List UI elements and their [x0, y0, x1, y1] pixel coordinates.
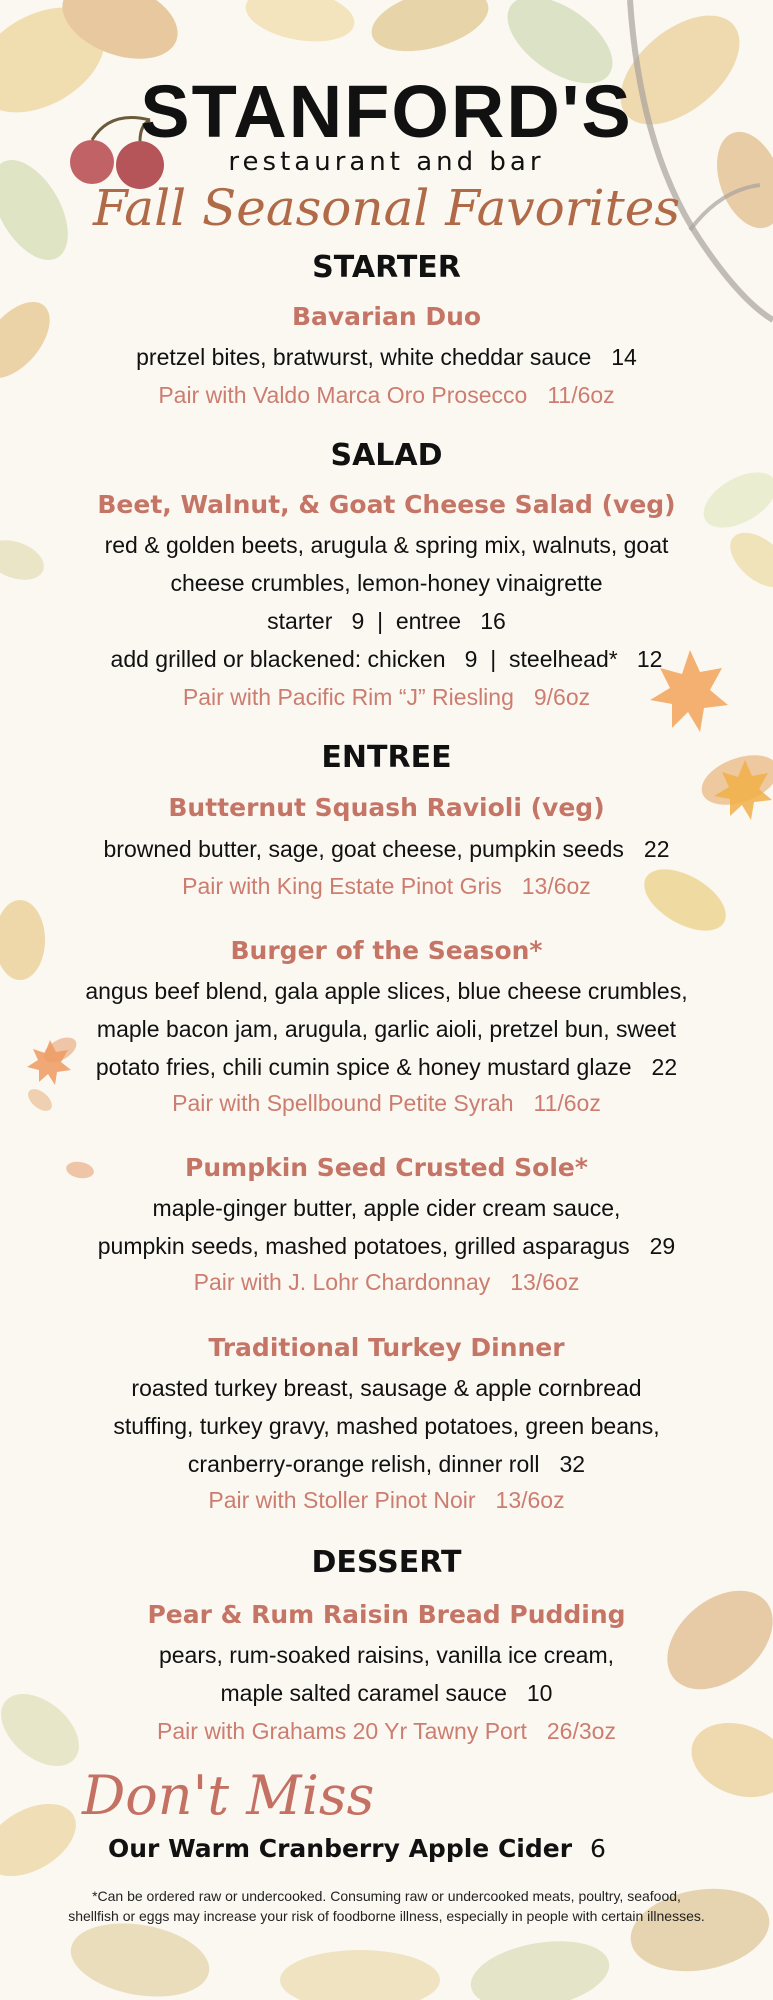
pairing-price: 9/6oz	[533, 684, 591, 710]
item-name-burger: Burger of the Season*	[230, 936, 543, 965]
item-desc-beet-salad: red & golden beets, arugula & spring mix, walnuts, goat cheese crumbles, lemon-honey vinaigrette starter 9 | entree 16 add grilled or blackened: chicken 9 | steelhead* 12	[104, 532, 669, 672]
brand-header	[0, 72, 773, 176]
item-desc-bread-pudding: pears, rum-soaked raisins, vanilla ice cream, maple salted caramel sauce 10	[158, 1642, 615, 1706]
item-name-turkey: Traditional Turkey Dinner	[208, 1333, 565, 1362]
pairing-beet-salad: Pair with Pacific Rim “J” Riesling 9/6oz	[182, 684, 591, 710]
item-price: 14	[611, 344, 637, 370]
dont-miss-title: Don't Miss	[82, 1764, 375, 1827]
section-title-dessert: DESSERT	[311, 1545, 462, 1580]
pairing-price: 13/6oz	[510, 1269, 580, 1295]
item-name-bavarian-duo: Bavarian Duo	[291, 302, 482, 331]
item-price: 32	[559, 1451, 586, 1477]
disclaimer: *Can be ordered raw or undercooked. Consuming raw or undercooked meats, poultry, seafood, shellfish or eggs may increase your risk of foodborne illness, especially in people with certain illnesses.	[68, 1888, 705, 1924]
item-desc-ravioli: browned butter, sage, goat cheese, pumpkin seeds 22	[103, 836, 670, 862]
section-title-entree: ENTREE	[321, 740, 452, 775]
pairing-bavarian-duo: Pair with Valdo Marca Oro Prosecco 11/6oz	[158, 382, 615, 408]
pairing-burger: Pair with Spellbound Petite Syrah 11/6oz	[172, 1090, 601, 1116]
brand-subtitle: restaurant and bar	[228, 147, 545, 177]
item-price: 22	[651, 1054, 678, 1080]
brand-name: STANFORD'S	[140, 70, 633, 153]
item-price: 10	[526, 1680, 553, 1706]
pairing-price: 11/6oz	[533, 1090, 601, 1116]
pairing-ravioli: Pair with King Estate Pinot Gris 13/6oz	[182, 873, 591, 899]
item-desc-sole: maple-ginger butter, apple cider cream sauce, pumpkin seeds, mashed potatoes, grilled asparagus 29	[97, 1195, 676, 1259]
item-desc-burger: angus beef blend, gala apple slices, blue cheese crumbles, maple bacon jam, arugula, garlic aioli, pretzel bun, sweet potato fries, chili cumin spice & honey mustard glaze 22	[85, 978, 688, 1080]
item-price: 22	[643, 836, 670, 862]
pairing-price: 13/6oz	[495, 1487, 565, 1513]
item-name-sole: Pumpkin Seed Crusted Sole*	[185, 1153, 588, 1182]
pairing-price: 26/3oz	[546, 1718, 616, 1744]
pairing-price: 11/6oz	[547, 382, 615, 408]
pairing-turkey: Pair with Stoller Pinot Noir 13/6oz	[208, 1487, 565, 1513]
pairing-sole: Pair with J. Lohr Chardonnay 13/6oz	[193, 1269, 580, 1295]
item-price: 29	[649, 1233, 676, 1259]
dont-miss-price: 6	[590, 1834, 606, 1863]
item-desc-bavarian-duo: pretzel bites, bratwurst, white cheddar sauce 14	[136, 344, 637, 370]
dont-miss-item: Our Warm Cranberry Apple Cider 6	[108, 1834, 606, 1863]
item-name-beet-salad: Beet, Walnut, & Goat Cheese Salad (veg)	[97, 490, 676, 519]
section-title-starter: STARTER	[312, 250, 461, 285]
item-desc-turkey: roasted turkey breast, sausage & apple cornbread stuffing, turkey gravy, mashed potatoes, green beans, cranberry-orange relish, dinner roll 32	[113, 1375, 660, 1477]
item-name-ravioli: Butternut Squash Ravioli (veg)	[168, 793, 605, 822]
section-title-salad: SALAD	[330, 438, 443, 473]
pairing-bread-pudding: Pair with Grahams 20 Yr Tawny Port 26/3oz	[157, 1718, 616, 1744]
menu-tagline: Fall Seasonal Favorites	[93, 179, 680, 237]
pairing-price: 13/6oz	[521, 873, 591, 899]
item-name-bread-pudding: Pear & Rum Raisin Bread Pudding	[147, 1600, 626, 1629]
